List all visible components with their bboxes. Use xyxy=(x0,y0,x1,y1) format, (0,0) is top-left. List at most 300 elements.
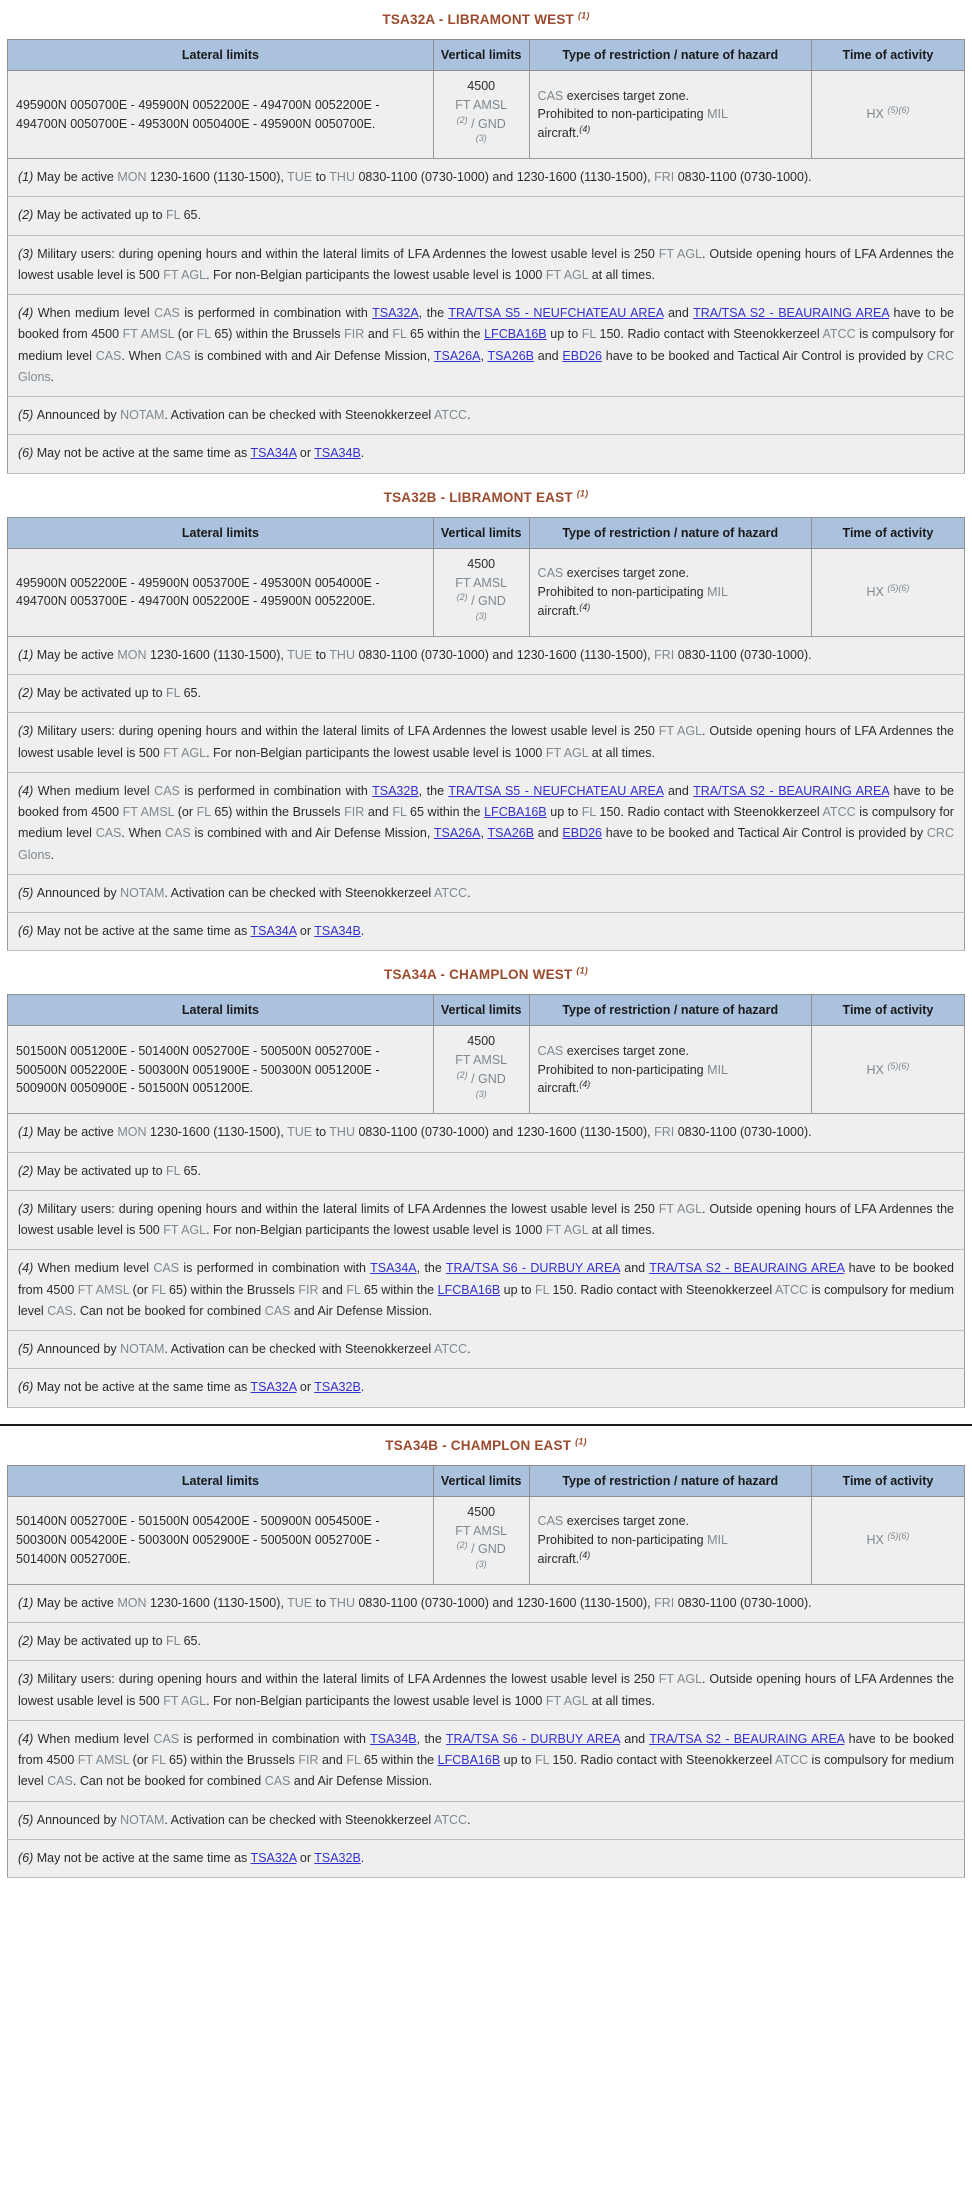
footnote-row xyxy=(8,1661,965,1721)
text-segment: have to be booked and Tactical Air Control is provided by xyxy=(602,826,927,841)
table-header-row xyxy=(8,1465,965,1496)
text-segment: 65. xyxy=(180,1163,201,1178)
abbr-text: FT AGL xyxy=(163,267,207,282)
text-segment: have to be booked from 4500 xyxy=(18,306,954,342)
footnote-row xyxy=(8,197,965,235)
text-segment: up to xyxy=(546,805,582,819)
text-segment: 65) within the Brussels xyxy=(210,327,345,342)
text-segment: . When xyxy=(121,348,166,363)
abbr-text: FL xyxy=(166,1163,181,1178)
abbr-text: CAS xyxy=(47,1303,73,1318)
text-segment: have to be booked and Tactical Air Control is provided by xyxy=(602,348,927,363)
abbr-text: CAS xyxy=(154,306,180,321)
footnote-cell xyxy=(8,1839,965,1877)
note-ref-superscript: (3) xyxy=(475,1558,487,1569)
text-segment: 65) within the Brussels xyxy=(165,1753,299,1767)
text-segment: have to be booked from 4500 xyxy=(18,1731,955,1767)
footnote-cell xyxy=(8,1661,965,1721)
footnote-row xyxy=(8,1331,965,1369)
text-segment: and xyxy=(663,783,694,798)
abbr-text: FT AMSL xyxy=(77,1282,130,1297)
abbr-text: FL xyxy=(534,1753,550,1767)
text-segment: . xyxy=(50,369,55,384)
abbr-text: CAS xyxy=(537,1043,564,1058)
inline-link[interactable]: TSA32A xyxy=(372,306,419,321)
abbr-text: CAS xyxy=(165,348,191,363)
text-segment: , the xyxy=(418,783,449,798)
abbr-text: MIL xyxy=(707,1532,728,1547)
section-title xyxy=(7,12,965,27)
text-segment: . For non-Belgian participants the lowest usable level is 1000 xyxy=(206,745,546,760)
text-segment: Military users: during opening hours and within the lateral limits of LFA Ardennes the lowest usable level is 250 xyxy=(37,246,659,261)
table-row xyxy=(8,548,965,636)
airspace-limits-table xyxy=(7,994,965,1407)
text-segment: May be activated up to xyxy=(36,686,166,700)
section-title-note-ref: (1) xyxy=(575,1436,587,1447)
inline-link[interactable]: LFCBA16B xyxy=(437,1753,501,1767)
text-segment: , xyxy=(480,826,488,841)
inline-link[interactable]: TRA/TSA S2 - BEAURAING AREA xyxy=(693,306,890,321)
note-ref-superscript: (3) xyxy=(475,610,487,621)
note-ref-superscript: (2) xyxy=(456,1069,468,1080)
section-title xyxy=(7,490,965,505)
text-segment: . xyxy=(50,847,55,862)
abbr-text: NOTAM xyxy=(120,1812,165,1827)
footnote-row xyxy=(8,397,965,435)
text-segment: 1230-1600 (1130-1500), xyxy=(146,647,288,662)
tsa-section xyxy=(7,12,965,474)
text-segment: . xyxy=(467,1812,471,1827)
col-header-lateral-limits: Lateral limits xyxy=(8,40,434,71)
text-segment: is compulsory for medium level xyxy=(18,1282,954,1318)
inline-link[interactable]: TRA/TSA S2 - BEAURAING AREA xyxy=(649,1261,845,1276)
abbr-text: FT AGL xyxy=(545,1223,589,1238)
inline-link[interactable]: TRA/TSA S5 - NEUFCHATEAU AREA xyxy=(448,783,664,798)
text-segment: 0830-1100 (0730-1000) and 1230-1600 (1130-1500), xyxy=(355,647,655,662)
footnote-row xyxy=(8,1369,965,1407)
text-segment: Announced by xyxy=(36,1812,121,1827)
inline-link[interactable]: TSA26B xyxy=(487,348,535,363)
abbr-text: FT AMSL xyxy=(455,575,508,590)
text-segment: is performed in combination with xyxy=(179,306,373,321)
note-ref-superscript: (5)(6) xyxy=(887,105,910,116)
abbr-text: HX xyxy=(866,584,884,599)
text-segment: . For non-Belgian participants the lowest usable level is 1000 xyxy=(206,267,546,282)
footnote-row xyxy=(8,636,965,674)
note-ref-superscript: (4) xyxy=(579,1549,591,1560)
abbr-text: TUE xyxy=(287,170,313,185)
text-segment: and xyxy=(318,1282,347,1297)
inline-link[interactable]: TRA/TSA S5 - NEUFCHATEAU AREA xyxy=(448,306,664,321)
inline-link[interactable]: TSA32B xyxy=(314,1380,361,1395)
section-title-note-ref: (1) xyxy=(576,965,588,976)
text-segment: Military users: during opening hours and within the lateral limits of LFA Ardennes the lowest usable level is 250 xyxy=(37,1201,659,1216)
table-header-row xyxy=(8,995,965,1026)
text-segment: May not be active at the same time as xyxy=(36,446,251,461)
abbr-text: FT AGL xyxy=(658,1672,703,1687)
text-segment: 65 within the xyxy=(360,1282,438,1297)
footnote-number: (4) xyxy=(18,783,38,798)
abbr-text: CRC Glons xyxy=(18,826,954,862)
footnote-cell xyxy=(8,1720,965,1801)
text-segment: and xyxy=(364,805,393,819)
footnote-number: (2) xyxy=(18,1634,37,1648)
footnote-cell xyxy=(8,913,965,951)
abbr-text: CAS xyxy=(537,88,564,103)
text-segment: . Outside opening hours of LFA Ardennes the lowest usable level is 500 xyxy=(18,1201,954,1238)
abbr-text: FT AGL xyxy=(545,267,589,282)
footnote-cell xyxy=(8,874,965,912)
text-segment: is performed in combination with xyxy=(179,1731,371,1746)
text-segment: and Air Defense Mission. xyxy=(290,1774,433,1789)
text-segment: to xyxy=(312,1125,330,1140)
text-segment: . Outside opening hours of LFA Ardennes the lowest usable level is 500 xyxy=(18,246,954,282)
inline-link[interactable]: LFCBA16B xyxy=(484,327,547,342)
abbr-text: HX xyxy=(866,107,884,122)
abbr-text: TUE xyxy=(287,1125,313,1140)
text-segment: 65) within the Brussels xyxy=(210,805,345,819)
abbr-text: FL xyxy=(166,1634,181,1648)
footnote-row xyxy=(8,713,965,773)
col-header-vertical-limits: Vertical limits xyxy=(433,995,529,1026)
abbr-text: HX xyxy=(866,1532,884,1547)
text-segment: or xyxy=(296,924,315,938)
text-segment: Prohibited to non-participating xyxy=(537,584,708,599)
col-header-restriction-type: Type of restriction / nature of hazard xyxy=(529,40,811,71)
text-segment: , the xyxy=(418,306,449,321)
note-ref-superscript: (2) xyxy=(456,592,468,603)
vertical-limits-cell xyxy=(433,548,529,636)
abbr-text: FL xyxy=(196,805,211,819)
text-segment: 0830-1100 (0730-1000). xyxy=(674,647,812,662)
text-segment: . For non-Belgian participants the lowest usable level is 1000 xyxy=(206,1693,546,1708)
abbr-text: MIL xyxy=(707,584,728,599)
footnote-number: (4) xyxy=(18,306,38,321)
inline-link[interactable]: TSA26A xyxy=(433,348,481,363)
text-segment: to xyxy=(312,647,330,662)
abbr-text: FT AMSL xyxy=(122,805,175,819)
footnote-cell xyxy=(8,197,965,235)
text-segment: . xyxy=(467,408,471,423)
footnote-cell xyxy=(8,235,965,295)
text-segment: May be active xyxy=(36,170,118,185)
text-segment: 4500 xyxy=(467,1034,496,1049)
text-segment: exercises target zone. xyxy=(563,566,690,581)
inline-link[interactable]: LFCBA16B xyxy=(484,805,547,819)
text-segment: exercises target zone. xyxy=(563,88,690,103)
abbr-text: MON xyxy=(117,647,147,662)
footnote-row xyxy=(8,913,965,951)
note-ref-superscript: (3) xyxy=(475,1088,487,1099)
restriction-cell xyxy=(529,548,811,636)
text-segment: . xyxy=(467,1342,471,1357)
inline-link[interactable]: LFCBA16B xyxy=(437,1282,501,1297)
text-segment: Announced by xyxy=(36,885,121,900)
col-header-lateral-limits: Lateral limits xyxy=(8,995,434,1026)
text-segment: and xyxy=(619,1261,650,1276)
abbr-text: THU xyxy=(329,1125,355,1140)
text-segment: is combined with and Air Defense Mission, xyxy=(190,826,434,841)
text-segment: 4500 xyxy=(467,556,496,571)
text-segment: or xyxy=(296,446,315,461)
text-segment: 65 within the xyxy=(360,1753,438,1767)
inline-link[interactable]: TSA34A xyxy=(250,446,297,461)
text-segment: is compulsory for medium level xyxy=(18,1753,954,1789)
text-segment: up to xyxy=(500,1282,535,1297)
text-segment: and xyxy=(364,327,393,342)
col-header-lateral-limits: Lateral limits xyxy=(8,517,434,548)
inline-link[interactable]: TSA34B xyxy=(370,1731,417,1746)
text-segment: have to be booked from 4500 xyxy=(18,783,954,819)
abbr-text: FIR xyxy=(344,327,365,342)
col-header-time-of-activity: Time of activity xyxy=(811,40,964,71)
restriction-cell xyxy=(529,1026,811,1114)
tsa-section xyxy=(7,490,965,952)
abbr-text: FL xyxy=(151,1753,166,1767)
abbr-text: FT AGL xyxy=(163,1693,207,1708)
note-ref-superscript: (2) xyxy=(456,114,468,125)
inline-link[interactable]: TSA32B xyxy=(372,783,419,798)
abbr-text: FL xyxy=(392,327,407,342)
abbr-text: FRI xyxy=(654,170,675,185)
text-segment: Military users: during opening hours and within the lateral limits of LFA Ardennes the lowest usable level is 250 xyxy=(37,1672,659,1687)
footnote-cell xyxy=(8,1114,965,1152)
text-segment: (or xyxy=(129,1282,152,1297)
section-title-text: TSA34A - CHAMPLON WEST xyxy=(384,967,573,983)
abbr-text: ATCC xyxy=(774,1753,809,1767)
abbr-text: ATCC xyxy=(433,885,468,900)
col-header-restriction-type: Type of restriction / nature of hazard xyxy=(529,517,811,548)
text-segment: and xyxy=(619,1731,650,1746)
text-segment: is performed in combination with xyxy=(179,783,373,798)
text-segment: . When xyxy=(121,826,166,841)
footnote-row xyxy=(8,1801,965,1839)
lateral-limits-cell: 501500N 0051200E - 501400N 0052700E - 500500N 0052700E - 500500N 0052200E - 500300N 0051900E - 500300N 0051200E - 500900N 0050900E - 501500N 0051200E. xyxy=(8,1026,434,1114)
inline-link[interactable]: TSA32A xyxy=(250,1850,297,1865)
text-segment: Prohibited to non-participating xyxy=(537,107,708,122)
abbr-text: CAS xyxy=(165,826,191,841)
text-segment: have to be booked from 4500 xyxy=(18,1261,955,1297)
inline-link[interactable]: TRA/TSA S6 - DURBUY AREA xyxy=(445,1261,620,1276)
footnote-number: (5) xyxy=(18,885,37,900)
abbr-text: FL xyxy=(151,1282,166,1297)
inline-link[interactable]: TSA26B xyxy=(487,826,535,841)
note-ref-superscript: (4) xyxy=(579,1079,591,1090)
table-row xyxy=(8,1026,965,1114)
footnote-cell xyxy=(8,1250,965,1331)
abbr-text: NOTAM xyxy=(120,408,165,423)
footnote-cell xyxy=(8,1801,965,1839)
abbr-text: / GND xyxy=(467,594,506,609)
abbr-text: MIL xyxy=(707,107,728,122)
abbr-text: FL xyxy=(534,1282,550,1297)
footnote-row xyxy=(8,235,965,295)
abbr-text: FT AGL xyxy=(163,745,207,760)
abbr-text: FT AGL xyxy=(545,1693,589,1708)
text-segment: 150. Radio contact with Steenokkerzeel xyxy=(595,805,823,819)
section-title xyxy=(7,1438,965,1453)
inline-link[interactable]: TSA26A xyxy=(433,826,481,841)
abbr-text: FT AGL xyxy=(658,724,703,739)
inline-link[interactable]: TSA34A xyxy=(370,1261,417,1276)
footnote-row xyxy=(8,159,965,197)
footnote-row xyxy=(8,772,965,874)
footnote-number: (1) xyxy=(18,170,37,185)
inline-link[interactable]: TSA34B xyxy=(314,446,361,461)
inline-link[interactable]: TSA34A xyxy=(250,924,297,938)
footnote-row xyxy=(8,1114,965,1152)
tsa-section xyxy=(7,967,965,1407)
abbr-text: CAS xyxy=(537,1514,564,1529)
text-segment: May be active xyxy=(36,1595,118,1610)
text-segment: and xyxy=(318,1753,347,1767)
text-segment: . xyxy=(360,446,365,461)
footnote-row xyxy=(8,435,965,473)
abbr-text: FT AGL xyxy=(658,1201,703,1216)
abbr-text: NOTAM xyxy=(120,885,165,900)
text-segment: . Can not be booked for combined xyxy=(72,1303,265,1318)
text-segment: 0830-1100 (0730-1000) and 1230-1600 (1130-1500), xyxy=(355,1125,655,1140)
restriction-cell xyxy=(529,1496,811,1584)
abbr-text: ATCC xyxy=(774,1282,809,1297)
abbr-text: FT AMSL xyxy=(455,1523,508,1538)
footnote-cell xyxy=(8,1190,965,1250)
abbr-text: FL xyxy=(166,686,181,700)
footnote-cell xyxy=(8,397,965,435)
text-segment: Announced by xyxy=(36,1342,121,1357)
text-segment: 150. Radio contact with Steenokkerzeel xyxy=(595,327,823,342)
text-segment: is combined with and Air Defense Mission, xyxy=(190,348,434,363)
text-segment: . Outside opening hours of LFA Ardennes the lowest usable level is 500 xyxy=(18,724,954,760)
footnote-number: (2) xyxy=(18,686,37,700)
abbr-text: FL xyxy=(346,1282,361,1297)
inline-link[interactable]: TRA/TSA S6 - DURBUY AREA xyxy=(445,1731,620,1746)
page-break-divider xyxy=(0,1424,972,1426)
col-header-time-of-activity: Time of activity xyxy=(811,1465,964,1496)
footnote-row xyxy=(8,874,965,912)
text-segment: May be activated up to xyxy=(36,1634,166,1648)
text-segment: . xyxy=(360,1850,365,1865)
abbr-text: ATCC xyxy=(822,327,856,342)
table-row xyxy=(8,1496,965,1584)
footnote-row xyxy=(8,675,965,713)
abbr-text: FRI xyxy=(654,1125,675,1140)
text-segment: and Air Defense Mission. xyxy=(290,1303,433,1318)
time-of-activity-cell xyxy=(811,1496,964,1584)
text-segment: and xyxy=(663,306,694,321)
abbr-text: CAS xyxy=(264,1303,291,1318)
footnote-number: (1) xyxy=(18,647,37,662)
lateral-limits-cell: 501400N 0052700E - 501500N 0054200E - 500900N 0054500E - 500300N 0054200E - 500300N 0052900E - 500500N 0052700E - 501400N 0052700E. xyxy=(8,1496,434,1584)
footnote-cell xyxy=(8,636,965,674)
footnote-number: (1) xyxy=(18,1125,37,1140)
inline-link[interactable]: EBD26 xyxy=(562,826,602,841)
text-segment: . xyxy=(360,924,365,938)
abbr-text: / GND xyxy=(467,116,506,131)
footnote-cell xyxy=(8,1152,965,1190)
abbr-text: FL xyxy=(196,327,211,342)
text-segment: and xyxy=(534,348,563,363)
inline-link[interactable]: TSA32A xyxy=(250,1380,297,1395)
text-segment: 1230-1600 (1130-1500), xyxy=(146,1595,288,1610)
footnote-number: (5) xyxy=(18,1342,37,1357)
footnote-cell xyxy=(8,1623,965,1661)
text-segment: . Activation can be checked with Steenokkerzeel xyxy=(164,1812,434,1827)
abbr-text: FIR xyxy=(298,1282,319,1297)
abbr-text: CAS xyxy=(95,826,122,841)
section-title-text: TSA32A - LIBRAMONT WEST xyxy=(382,12,575,27)
footnote-cell xyxy=(8,435,965,473)
text-segment: to xyxy=(312,170,330,185)
text-segment: or xyxy=(296,1850,315,1865)
text-segment: , the xyxy=(416,1731,446,1746)
abbr-text: THU xyxy=(329,1595,355,1610)
time-of-activity-cell xyxy=(811,71,964,159)
abbr-text: MON xyxy=(117,1595,147,1610)
inline-link[interactable]: TSA32B xyxy=(314,1850,361,1865)
inline-link[interactable]: EBD26 xyxy=(562,348,602,363)
abbr-text: CAS xyxy=(153,1731,180,1746)
inline-link[interactable]: TRA/TSA S2 - BEAURAING AREA xyxy=(649,1731,845,1746)
section-title-text: TSA32B - LIBRAMONT EAST xyxy=(383,489,573,505)
abbr-text: FIR xyxy=(298,1753,319,1767)
text-segment: or xyxy=(296,1380,315,1395)
text-segment: 0830-1100 (0730-1000). xyxy=(674,170,812,185)
inline-link[interactable]: TRA/TSA S2 - BEAURAING AREA xyxy=(693,783,890,798)
abbr-text: / GND xyxy=(467,1071,506,1086)
text-segment: is compulsory for medium level xyxy=(18,327,954,363)
abbr-text: FT AGL xyxy=(658,246,703,261)
text-segment: When medium level xyxy=(37,1261,154,1276)
footnote-number: (2) xyxy=(18,208,37,223)
airspace-limits-table xyxy=(7,39,965,474)
footnote-number: (4) xyxy=(18,1261,38,1276)
abbr-text: FT AMSL xyxy=(455,97,508,112)
abbr-text: FRI xyxy=(654,1595,675,1610)
abbr-text: CRC Glons xyxy=(18,348,954,384)
lateral-limits-cell: 495900N 0050700E - 495900N 0052200E - 494700N 0052200E - 494700N 0050700E - 495300N 0050400E - 495900N 0050700E. xyxy=(8,71,434,159)
abbr-text: MON xyxy=(117,1125,147,1140)
abbr-text: ATCC xyxy=(822,805,856,819)
text-segment: May not be active at the same time as xyxy=(36,1380,251,1395)
tsa-section xyxy=(7,1424,965,1878)
abbr-text: ATCC xyxy=(433,1342,468,1357)
text-segment: 0830-1100 (0730-1000). xyxy=(674,1595,812,1610)
footnote-number: (5) xyxy=(18,1812,37,1827)
footnote-number: (3) xyxy=(18,1672,38,1687)
text-segment: When medium level xyxy=(37,306,155,321)
section-title xyxy=(7,967,965,982)
footnote-number: (5) xyxy=(18,408,37,423)
airspace-limits-table xyxy=(7,1465,965,1878)
text-segment: exercises target zone. xyxy=(563,1043,690,1058)
inline-link[interactable]: TSA34B xyxy=(314,924,361,938)
text-segment: 0830-1100 (0730-1000) and 1230-1600 (1130-1500), xyxy=(355,1595,655,1610)
abbr-text: / GND xyxy=(467,1542,506,1557)
footnote-cell xyxy=(8,1331,965,1369)
text-segment: and xyxy=(534,826,563,841)
vertical-limits-cell xyxy=(433,1026,529,1114)
footnote-row xyxy=(8,1623,965,1661)
text-segment: 0830-1100 (0730-1000) and 1230-1600 (1130-1500), xyxy=(355,170,655,185)
abbr-text: THU xyxy=(329,170,355,185)
footnote-number: (6) xyxy=(18,924,37,938)
note-ref-superscript: (3) xyxy=(475,133,487,144)
text-segment: May not be active at the same time as xyxy=(36,1850,251,1865)
time-of-activity-cell xyxy=(811,1026,964,1114)
note-ref-superscript: (5)(6) xyxy=(887,582,910,593)
text-segment: May be active xyxy=(36,647,118,662)
